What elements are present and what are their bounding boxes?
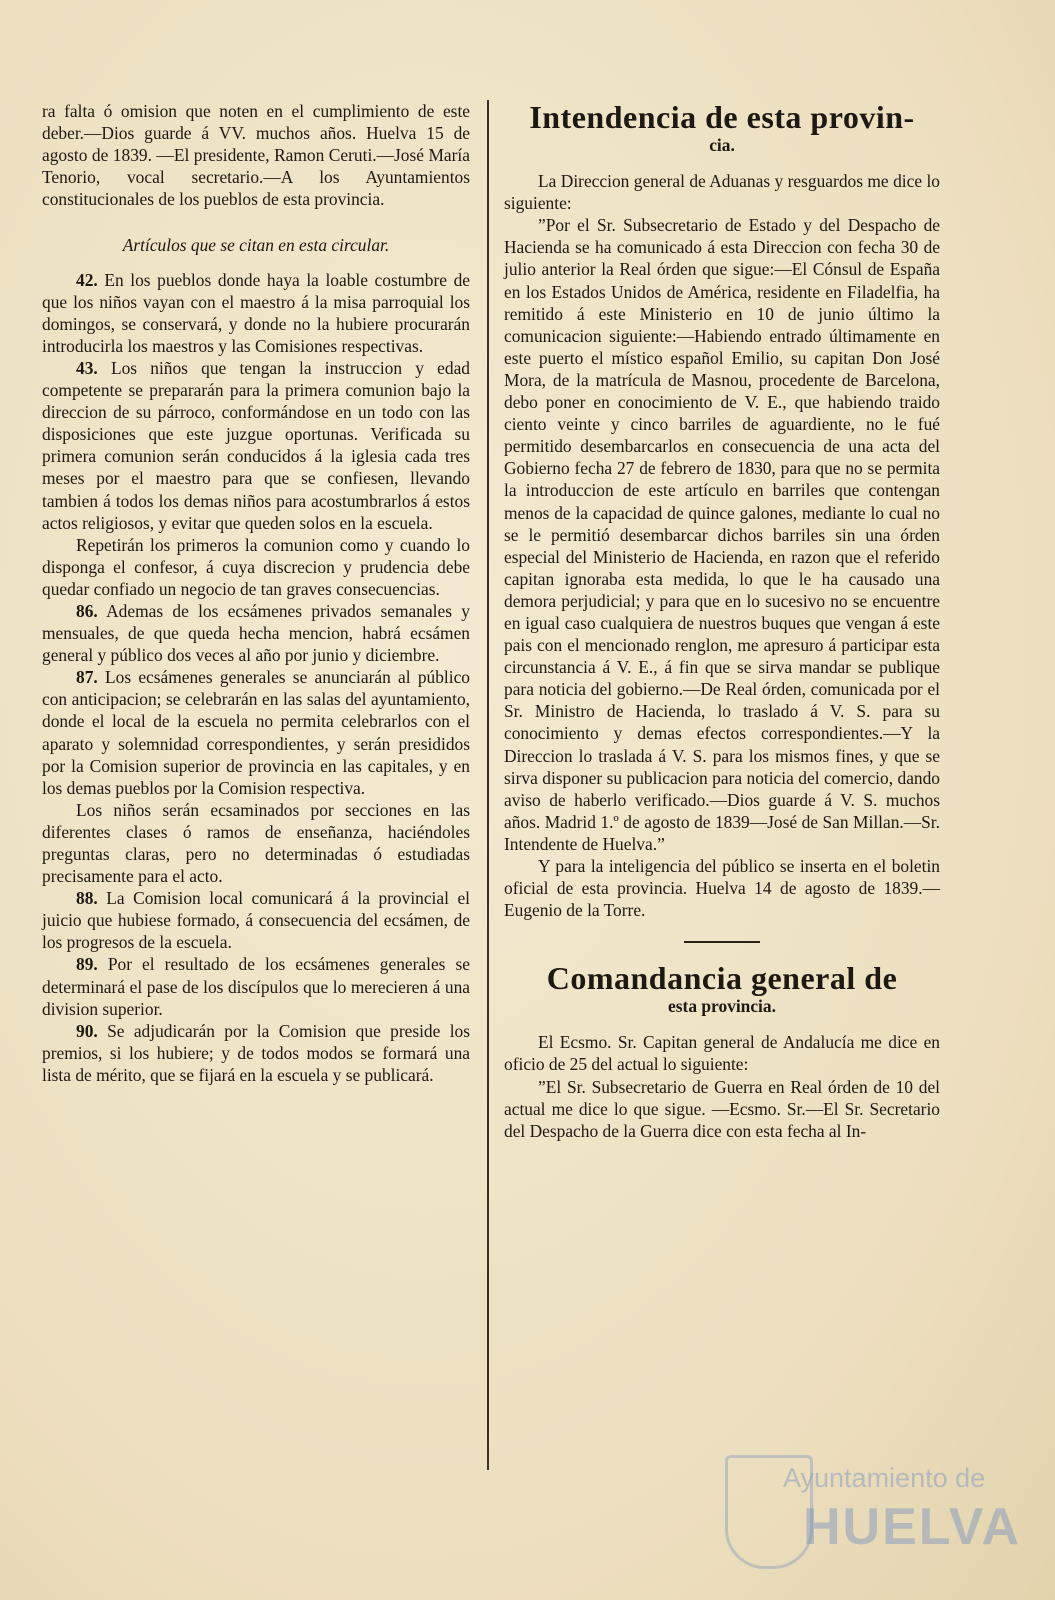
intendencia-paragraph: La Direccion general de Aduanas y resguardos me dice lo siguiente: [504,171,940,214]
article-text: Ademas de los ecsámenes privados semanales y mensuales, de que queda hecha mencion, habrá ecsámen general y público dos veces al año por junio y diciembre. [42,600,470,666]
intendencia-paragraph: Y para la inteligencia del público se inserta en el boletin oficial de esta provincia. Huelva 14 de agosto de 1839.—Eugenio de la Torre. [504,856,940,921]
article-number: 90. [76,1020,98,1041]
watermark-line1: Ayuntamiento de [783,1463,986,1493]
article-paragraph [42,1020,470,1086]
article-text: Los niños serán ecsaminados por secciones en las diferentes clases ó ramos de enseñanza, haciéndoles preguntas claras, pero no determinadas ó estudiadas precisamente para el acto. [42,799,470,887]
right-column [504,100,940,1142]
article-paragraph [42,357,470,534]
article-text: Repetirán los primeros la comunion como y cuando lo disponga el confesor, á cuya discrecion y prudencia debe quedar confiado un negocio de tan graves consecuencias. [42,534,470,599]
article-paragraph [42,887,470,953]
article-paragraph [42,666,470,799]
section-heading-comandancia: Comandancia general de [546,960,898,997]
intendencia-paragraph: ”Por el Sr. Subsecretario de Estado y del Despacho de Hacienda se ha comunicado á esta Direccion con fecha 30 de julio anterior la Real órden que sigue:—El Cónsul de España en los Estados Unidos de América, residente en Filadelfia, ha remitido á este Ministerio en 10 de junio último la comunicacion siguiente:—Habiendo entrado últimamente en este puerto el místico español Emilio, su capitan Don José Mora, de la matrícula de Masnou, procedente de Barcelona, debo poner en conocimiento de V. E., que habiendo traido ciento veinte y cinco barriles de aguardiente, no le fué permitido desembarcarlos en consecuencia de una acta del Gobierno fecha 27 de febrero de 1830, para que no se permita la introduccion de este artículo en barriles que contengan menos de la capacidad de quince galones, mediante lo cual no se le permitió desembarcar dichos barriles sin una órden especial del Ministerio de Hacienda, en razon que el referido capitan ignoraba esta medida, lo que le ha causado una demora perjudicial; y para que en lo sucesivo no se encuentre en igual caso cualquiera de nuestros buques que vengan á este pais con el mencionado renglon, me apresuro á participar esta circunstancia á V. E., á fin que se sirva mandar se publique para noticia del gobierno.—De Real órden, comunicada por el Sr. Ministro de Hacienda, lo traslado á V. S. para su conocimiento y demas efectos correspondientes.—Y la Direccion lo traslada á V. S. para los mismos fines, y que se sirva disponer su publicacion para noticia del comercio, dando aviso de haberlo verificado.—Dios guarde á V. S. muchos años. Madrid 1.º de agosto de 1839—José de San Millan.—Sr. Intendente de Huelva.” [504,215,940,854]
article-number: 88. [76,888,98,909]
article-text: Los ecsámenes generales se anunciarán al público con anticipacion; se celebrarán en las salas del ayuntamiento, donde el local de la escuela no permita celebrarlos con el aparato y solemnidad correspondientes, y serán presididos por la Comision superior de provincia en las capitales, y en los demas pueblos por la Comision respectiva. [42,667,470,798]
opening-paragraph: ra falta ó omision que noten en el cumplimiento de este deber.—Dios guarde á VV. muchos años. Huelva 15 de agosto de 1839. —El presidente, Ramon Ceruti.—José María Tenorio, vocal secretario.—A los Ayuntamientos constitucionales de los pueblos de esta provincia. [42,101,470,210]
column-divider [487,100,489,1470]
left-column [42,100,470,1086]
watermark-line2: HUELVA [803,1498,1022,1556]
watermark [725,1455,1022,1565]
section-separator [684,941,760,943]
article-number: 87. [76,667,98,688]
article-text: Por el resultado de los ecsámenes generales se determinará el pase de los discípulos que lo merecieren á una division superior. [42,954,470,1019]
article-text: Los niños que tengan la instruccion y edad competente se prepararán para la primera comunion bajo la direccion de su párroco, conformándose en un todo con las disposiciones que este juzgue oportunas. Verificada su primera comunion serán conducidos á la iglesia cada tres meses por el maestro para que se confiesen, llevando tambien á todos los demas niños para acostumbrarlos á estos actos religiosos, y evitar que queden solos en la escuela. [42,357,470,533]
articles-list [42,269,470,1086]
article-text: La Comision local comunicará á la provincial el juicio que hubiese formado, á consecuencia del ecsámen, de los progresos de la escuela. [42,888,470,953]
article-text: En los pueblos donde haya la loable costumbre de que los niños vayan con el maestro á la misa parroquial los domingos, se conservará, y donde no la hubiere procurarán introducirla los maestros y las Comisiones respectivas. [42,269,470,356]
article-text: Se adjudicarán por la Comision que preside los premios, si los hubiere; y de todos modos se formará una lista de mérito, que se fijará en la escuela y se publicará. [42,1020,470,1085]
comandancia-paragraph: ”El Sr. Subsecretario de Guerra en Real órden de 10 del actual me dice lo que sigue. —Ecsmo. Sr.—El Sr. Secretario del Despacho de la Guerra dice con esta fecha al In- [504,1076,940,1141]
article-paragraph [42,600,470,666]
section-heading-intendencia-cont: cia. [709,135,735,155]
article-number: 42. [76,269,98,290]
article-paragraph [42,953,470,1019]
article-number: 89. [76,954,98,975]
article-number: 43. [76,357,98,378]
article-paragraph [42,799,470,887]
articles-heading: Artículos que se citan en esta circular. [122,235,390,256]
article-number: 86. [76,600,98,621]
article-paragraph [42,534,470,600]
comandancia-paragraph: El Ecsmo. Sr. Capitan general de Andalucía me dice en oficio de 25 del actual lo siguiente: [504,1032,940,1075]
article-paragraph [42,269,470,357]
section-subheading-comandancia: esta provincia. [668,996,776,1017]
section-heading-intendencia: Intendencia de esta provin- [529,99,915,135]
